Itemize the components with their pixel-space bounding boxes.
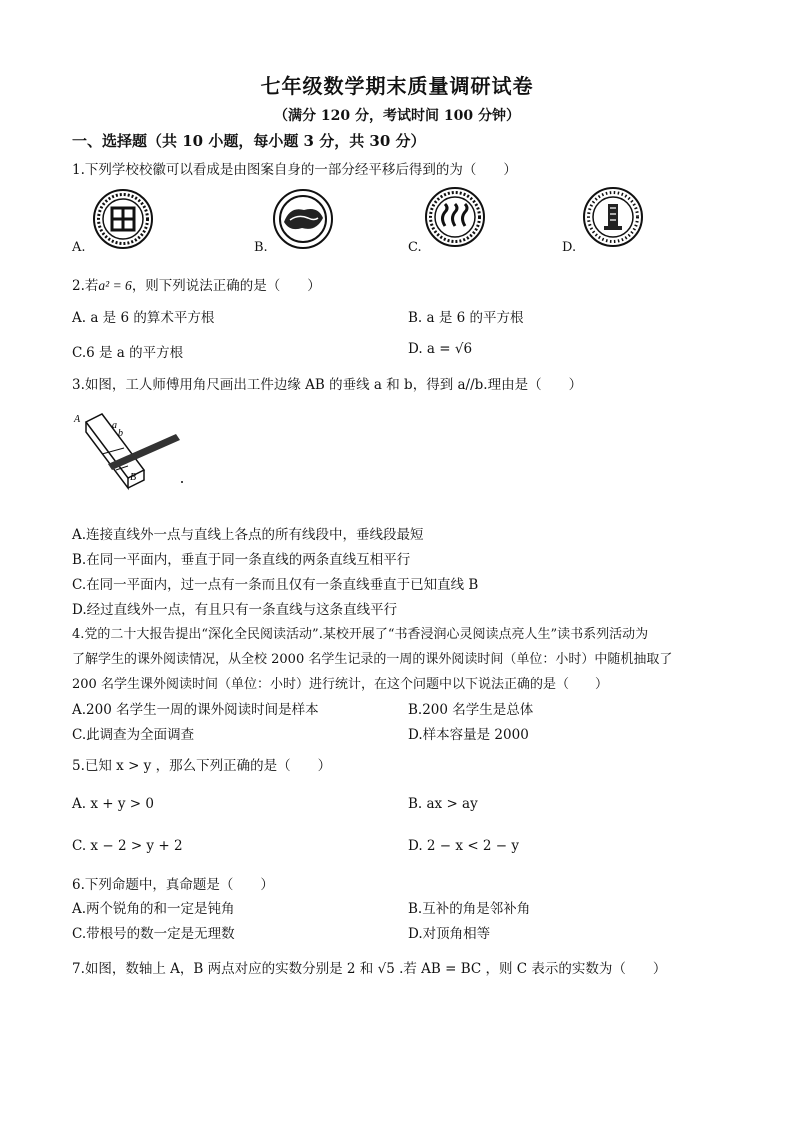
q3-option-d: D.经过直线外一点，有且只有一条直线与这条直线平行 (72, 602, 398, 618)
q2-stem-pre: 2.若 (72, 278, 99, 294)
question-4-line-3: 200 名学生课外阅读时间（单位：小时）进行统计，在这个问题中以下说法正确的是（ ） (72, 677, 608, 692)
q3-option-b: B.在同一平面内，垂直于同一条直线的两条直线互相平行 (72, 552, 411, 568)
question-3-stem: 3.如图，工人师傅用角尺画出工件边缘 AB 的垂线 a 和 b，得到 a//b.理由是（ ） (72, 377, 583, 393)
three-flames-emblem-icon (422, 186, 488, 248)
figure-label-b-line: b (118, 428, 123, 439)
q2-stem-math: a² = 6 (98, 278, 132, 293)
q1-label-c: C. (408, 240, 422, 255)
q4-option-a: A.200 名学生一周的课外阅读时间是样本 (72, 702, 319, 718)
q5-option-d: D. 2 − x < 2 − y (408, 838, 520, 854)
q5-option-a: A. x + y > 0 (72, 796, 154, 812)
q5-option-b: B. ax > ay (408, 796, 478, 812)
tower-emblem-icon (580, 186, 646, 248)
q6-option-a: A.两个锐角的和一定是钝角 (72, 901, 235, 917)
peking-university-emblem-icon (88, 188, 158, 250)
q3-option-c: C.在同一平面内，过一点有一条而且仅有一条直线垂直于已知直线 B (72, 577, 479, 593)
q4-option-b: B.200 名学生是总体 (408, 702, 534, 718)
q2-stem-post: ，则下列说法正确的是（ ） (131, 278, 321, 294)
q5-option-c: C. x − 2 > y + 2 (72, 838, 183, 854)
q6-option-b: B.互补的角是邻补角 (408, 901, 531, 917)
q4-option-d: D.样本容量是 2000 (408, 727, 529, 743)
q1-label-b: B. (254, 240, 268, 255)
q4-option-c: C.此调查为全面调查 (72, 727, 195, 743)
q6-option-d: D.对顶角相等 (408, 926, 491, 942)
q1-label-a: A. (72, 240, 86, 255)
page-title: 七年级数学期末质量调研试卷 (260, 74, 534, 98)
q3-option-a: A.连接直线外一点与直线上各点的所有线段中，垂线段最短 (72, 527, 424, 543)
question-4-line-2: 了解学生的课外阅读情况，从全校 2000 名学生记录的一周的课外阅读时间（单位：小时）中随机抽取了 (72, 652, 673, 667)
figure-label-a-point: A (74, 414, 81, 425)
question-6-stem: 6.下列命题中，真命题是（ ） (72, 877, 274, 893)
section-heading: 一、选择题（共 10 小题，每小题 3 分，共 30 分） (72, 132, 426, 150)
question-7-stem: 7.如图，数轴上 A，B 两点对应的实数分别是 2 和 √5 .若 AB = BC ，则 C 表示的实数为（ ） (72, 961, 667, 977)
workpiece-ruler-figure (72, 408, 192, 498)
question-4-line-1: 4.党的二十大报告提出“深化全民阅读活动”.某校开展了“书香浸润心灵阅读点亮人生”读书系列活动为 (72, 627, 649, 642)
page-subtitle: （满分 120 分，考试时间 100 分钟） (274, 108, 520, 124)
figure-label-b-point: B (130, 472, 137, 483)
question-2-stem (72, 274, 321, 294)
q2-option-d: D. a = √6 (408, 341, 473, 357)
q2-option-b: B. a 是 6 的平方根 (408, 310, 524, 326)
q2-option-a: A. a 是 6 的算术平方根 (72, 310, 215, 326)
question-1-stem: 1.下列学校校徽可以看成是由图案自身的一部分经平移后得到的为（ ） (72, 162, 517, 178)
question-5-stem: 5.已知 x > y ，那么下列正确的是（ ） (72, 758, 332, 774)
dragon-seal-emblem-icon (268, 188, 338, 250)
q1-label-d: D. (562, 240, 577, 255)
figure-label-a-line: a (112, 420, 117, 431)
q6-option-c: C.带根号的数一定是无理数 (72, 926, 235, 942)
q2-option-c: C.6 是 a 的平方根 (72, 345, 184, 361)
